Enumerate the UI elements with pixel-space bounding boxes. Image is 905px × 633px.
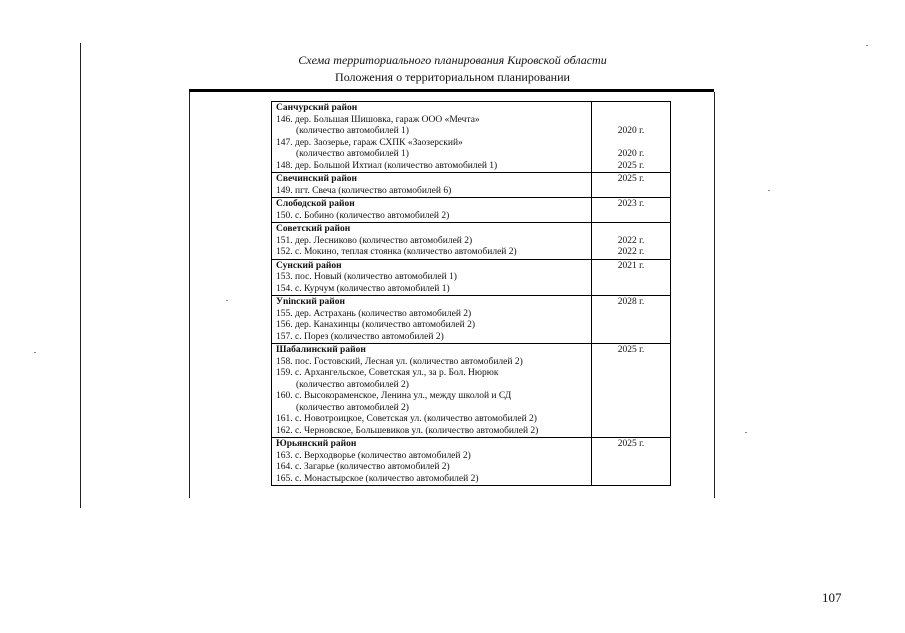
location-entry-continuation: (количество автомобилей 1) <box>296 149 409 159</box>
district-year: 2023 г. <box>617 199 645 209</box>
year-cell <box>592 223 671 260</box>
year-spacer <box>592 414 670 426</box>
garages-table <box>271 101 671 486</box>
location-entry: 159. с. Архангельское, Советская ул., за р. Бол. Нюрюк <box>276 368 499 378</box>
locations-cell <box>272 259 592 296</box>
year-spacer <box>592 462 670 474</box>
district-section <box>272 259 671 296</box>
locations-cell <box>272 344 592 438</box>
location-entry: 157. с. Порез (количество автомобилей 2) <box>276 331 444 342</box>
location-entry: 153. пос. Новый (количество автомобилей 1) <box>276 272 457 282</box>
locations-cell <box>272 438 592 486</box>
location-entry-continuation: (количество автомобилей 1) <box>296 126 409 136</box>
year-cell <box>592 438 671 486</box>
year-spacer <box>592 320 670 332</box>
location-entry: 152. с. Мокино, теплая стоянка (количество автомобилей 2) <box>276 247 517 257</box>
locations-cell <box>272 102 592 173</box>
district-year: 2021 г. <box>617 260 645 271</box>
year-spacer <box>592 403 670 415</box>
locations-cell <box>272 198 592 223</box>
district-year <box>592 224 670 236</box>
year-spacer <box>592 451 670 463</box>
location-entry: 154. с. Курчум (количество автомобилей 1) <box>276 283 450 294</box>
district-name: Слободской район <box>276 199 355 209</box>
year-spacer <box>592 272 670 284</box>
document-subtitle: Положения о территориальном планировании <box>335 70 570 84</box>
location-entry: 150. с. Бобино (количество автомобилей 2) <box>276 210 450 221</box>
document-title: Схема территориального планирования Кировской области <box>298 53 607 67</box>
scan-speck <box>745 432 747 433</box>
left-margin-line-2 <box>189 92 190 498</box>
location-entry: 148. дер. Большой Ихтиал (количество автомобилей 1) <box>276 160 498 171</box>
year-cell <box>592 198 671 223</box>
district-section <box>272 173 671 198</box>
entry-year: 2020 г. <box>617 149 645 159</box>
location-entry: 164. с. Загарье (количество автомобилей 2) <box>276 462 450 472</box>
year-spacer <box>592 186 670 198</box>
district-name: Шабалинский район <box>276 345 366 355</box>
district-name: Свечинский район <box>276 174 358 184</box>
location-entry: 147. дер. Заозерье, гараж СХПК «Заозерский» <box>276 137 463 148</box>
location-entry: 163. с. Верходворье (количество автомобилей 2) <box>276 450 471 461</box>
district-section <box>272 198 671 223</box>
district-name: Уninский район <box>276 297 345 307</box>
location-entry: 151. дер. Лесниково (количество автомобилей 2) <box>276 235 473 246</box>
garages-table-body <box>272 102 671 486</box>
scan-speck <box>768 190 770 191</box>
right-margin-line <box>714 92 715 498</box>
year-spacer <box>592 332 670 344</box>
location-entry: 165. с. Монастырское (количество автомобилей 2) <box>276 473 479 484</box>
year-spacer <box>592 284 670 296</box>
district-name: Советский район <box>276 224 351 234</box>
district-year: 2025 г. <box>617 439 645 449</box>
location-entry: 146. дер. Большая Шишовка, гараж ООО «Мечта» <box>276 114 480 125</box>
year-spacer <box>592 309 670 321</box>
locations-cell <box>272 296 592 344</box>
year-spacer <box>592 357 670 369</box>
scan-speck <box>34 352 36 353</box>
entry-year: 2022 г. <box>617 235 645 246</box>
location-entry: 162. с. Черновское, Большевиков ул. (количество автомобилей 2) <box>276 425 539 436</box>
year-spacer <box>592 138 670 150</box>
district-year: 2025 г. <box>617 174 645 184</box>
year-spacer <box>592 380 670 392</box>
location-entry: 160. с. Высокораменское, Ленина ул., между школой и СД <box>276 391 512 401</box>
year-cell <box>592 296 671 344</box>
year-spacer <box>592 368 670 380</box>
year-cell <box>592 344 671 438</box>
location-entry-continuation: (количество автомобилей 2) <box>296 402 409 413</box>
year-cell <box>592 259 671 296</box>
year-cell <box>592 173 671 198</box>
location-entry: 161. с. Новотроицкое, Советская ул. (количество автомобилей 2) <box>276 414 537 424</box>
entry-year: 2022 г. <box>617 247 645 257</box>
header-rule <box>189 89 714 92</box>
year-spacer <box>592 391 670 403</box>
entry-year: 2025 г. <box>617 160 645 171</box>
district-section <box>272 223 671 260</box>
location-entry: 158. пос. Гостовский, Лесная ул. (количество автомобилей 2) <box>276 356 523 367</box>
year-spacer <box>592 115 670 127</box>
district-year: 2028 г. <box>617 297 645 307</box>
district-name: Сунский район <box>276 260 342 271</box>
district-section <box>272 438 671 486</box>
district-section <box>272 344 671 438</box>
locations-cell <box>272 223 592 260</box>
location-entry: 155. дер. Астрахань (количество автомобилей 2) <box>276 308 472 319</box>
locations-cell <box>272 173 592 198</box>
page-number: 107 <box>822 590 842 605</box>
location-entry: 156. дер. Канахинцы (количество автомобилей 2) <box>276 320 475 330</box>
district-section <box>272 296 671 344</box>
district-year <box>592 103 670 115</box>
location-entry-continuation: (количество автомобилей 2) <box>296 379 409 390</box>
year-cell <box>592 102 671 173</box>
district-name: Санчурский район <box>276 103 358 113</box>
year-spacer <box>592 474 670 486</box>
left-margin-line-1 <box>80 43 81 508</box>
scan-speck <box>226 300 228 301</box>
district-year: 2025 г. <box>617 345 645 355</box>
year-spacer <box>592 211 670 223</box>
year-spacer <box>592 426 670 438</box>
scan-speck <box>866 45 868 46</box>
location-entry: 149. пгт. Свеча (количество автомобилей 6) <box>276 185 452 196</box>
district-section <box>272 102 671 173</box>
district-name: Юрьянский район <box>276 439 357 449</box>
entry-year: 2020 г. <box>617 126 645 136</box>
